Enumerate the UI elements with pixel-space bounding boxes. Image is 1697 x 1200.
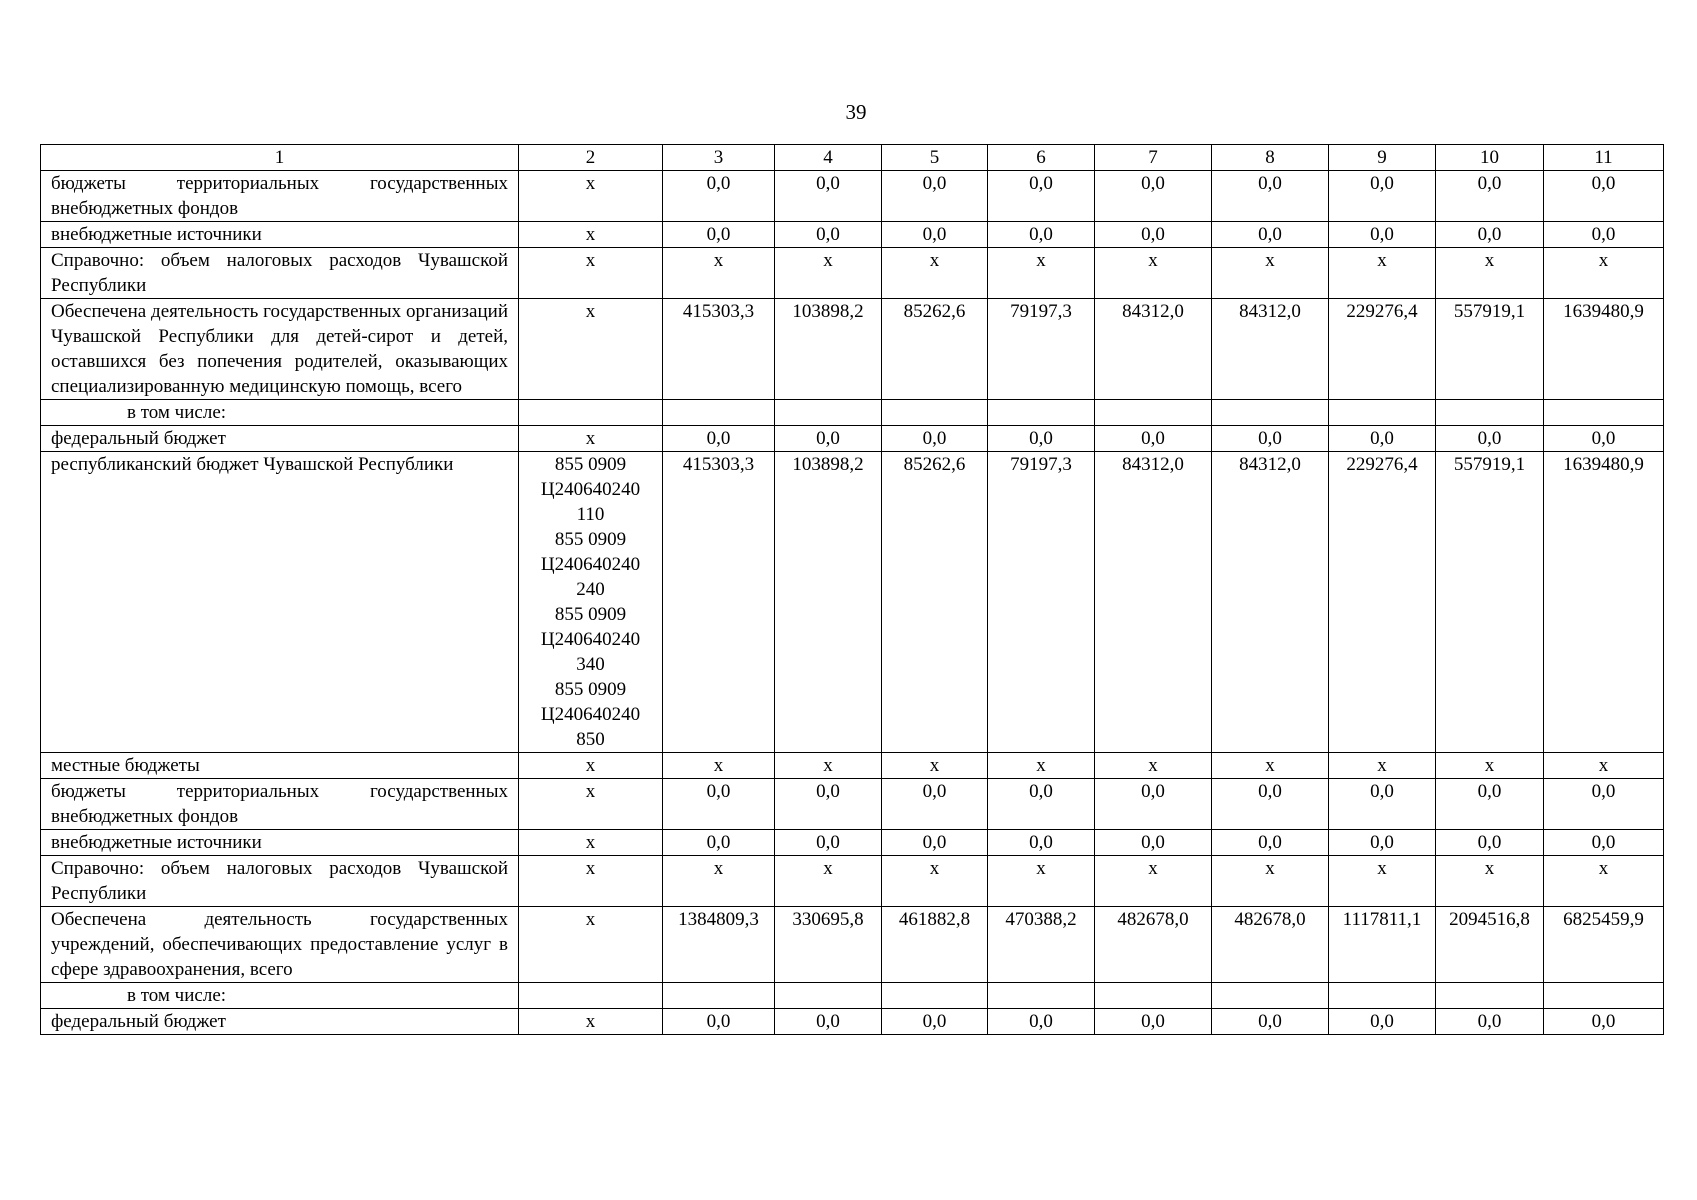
value-cell: 0,0 — [1329, 779, 1436, 830]
value-cell: x — [1436, 248, 1544, 299]
value-cell: 470388,2 — [988, 907, 1095, 983]
value-cell: 557919,1 — [1436, 452, 1544, 753]
value-cell: 1117811,1 — [1329, 907, 1436, 983]
row-description: Обеспечена деятельность государственных учреждений, обеспечивающих предоставление услуг в сфере здравоохранения, всего — [41, 907, 519, 983]
budget-code-cell: x — [519, 1009, 663, 1035]
value-cell: 0,0 — [1436, 1009, 1544, 1035]
value-cell: 6825459,9 — [1544, 907, 1664, 983]
value-cell: x — [1095, 248, 1212, 299]
value-cell: 79197,3 — [988, 452, 1095, 753]
value-cell: 229276,4 — [1329, 299, 1436, 400]
budget-code-line: 340 — [576, 654, 605, 675]
value-cell — [1212, 983, 1329, 1009]
value-cell: 415303,3 — [663, 452, 775, 753]
value-cell: 103898,2 — [775, 452, 882, 753]
budget-table — [40, 144, 1664, 1035]
value-cell: 461882,8 — [882, 907, 988, 983]
value-cell: 1639480,9 — [1544, 452, 1664, 753]
budget-code-cell — [519, 452, 663, 753]
value-cell — [1329, 400, 1436, 426]
value-cell: 103898,2 — [775, 299, 882, 400]
value-cell — [1095, 983, 1212, 1009]
value-cell: x — [775, 753, 882, 779]
value-cell: x — [1095, 753, 1212, 779]
value-cell: 0,0 — [663, 426, 775, 452]
value-cell: x — [1212, 856, 1329, 907]
column-number: 10 — [1436, 145, 1544, 171]
table-row — [41, 452, 1664, 753]
value-cell — [988, 983, 1095, 1009]
value-cell: x — [1436, 753, 1544, 779]
value-cell: 0,0 — [1544, 1009, 1664, 1035]
value-cell: 0,0 — [663, 779, 775, 830]
value-cell: 0,0 — [882, 779, 988, 830]
column-number: 8 — [1212, 145, 1329, 171]
value-cell — [775, 400, 882, 426]
value-cell: 0,0 — [1212, 222, 1329, 248]
value-cell: 85262,6 — [882, 452, 988, 753]
value-cell — [988, 400, 1095, 426]
page-number: 39 — [845, 100, 867, 124]
value-cell — [1436, 400, 1544, 426]
value-cell: 0,0 — [1095, 222, 1212, 248]
value-cell: 0,0 — [1436, 171, 1544, 222]
budget-code-cell: x — [519, 222, 663, 248]
value-cell: x — [882, 856, 988, 907]
table-row — [41, 222, 1664, 248]
value-cell: 2094516,8 — [1436, 907, 1544, 983]
value-cell: 84312,0 — [1212, 452, 1329, 753]
row-description: федеральный бюджет — [41, 426, 519, 452]
budget-code-cell — [519, 400, 663, 426]
value-cell: 0,0 — [1436, 779, 1544, 830]
value-cell — [663, 983, 775, 1009]
value-cell: x — [1212, 753, 1329, 779]
table-row — [41, 907, 1664, 983]
row-description: республиканский бюджет Чувашской Республики — [41, 452, 519, 753]
value-cell: 84312,0 — [1095, 452, 1212, 753]
value-cell: x — [988, 753, 1095, 779]
row-description: федеральный бюджет — [41, 1009, 519, 1035]
value-cell: x — [1095, 856, 1212, 907]
budget-code-cell — [519, 983, 663, 1009]
row-description: Справочно: объем налоговых расходов Чувашской Республики — [41, 248, 519, 299]
value-cell: x — [1329, 856, 1436, 907]
value-cell: 0,0 — [882, 1009, 988, 1035]
budget-code-line: Ц240640240 — [540, 479, 641, 500]
value-cell: 0,0 — [663, 222, 775, 248]
budget-code-line: 240 — [576, 579, 605, 600]
value-cell: 0,0 — [988, 222, 1095, 248]
value-cell: x — [775, 248, 882, 299]
value-cell: 0,0 — [775, 426, 882, 452]
value-cell: x — [882, 248, 988, 299]
table-row — [41, 779, 1664, 830]
value-cell: x — [1212, 248, 1329, 299]
value-cell — [1436, 983, 1544, 1009]
value-cell: 0,0 — [1095, 1009, 1212, 1035]
row-description: в том числе: — [41, 400, 519, 426]
budget-code-line: 855 0909 — [554, 604, 627, 625]
budget-code-line: 855 0909 — [554, 529, 627, 550]
column-number: 1 — [41, 145, 519, 171]
value-cell: 0,0 — [1095, 830, 1212, 856]
value-cell: 557919,1 — [1436, 299, 1544, 400]
value-cell: 0,0 — [775, 830, 882, 856]
value-cell: 0,0 — [1544, 426, 1664, 452]
value-cell: 0,0 — [1329, 222, 1436, 248]
value-cell: 79197,3 — [988, 299, 1095, 400]
value-cell: 1384809,3 — [663, 907, 775, 983]
value-cell: 0,0 — [882, 426, 988, 452]
value-cell: 0,0 — [1212, 830, 1329, 856]
column-number: 6 — [988, 145, 1095, 171]
budget-code-line: Ц240640240 — [540, 629, 641, 650]
table-row — [41, 753, 1664, 779]
row-description: бюджеты территориальных государственных внебюджетных фондов — [41, 779, 519, 830]
row-description: внебюджетные источники — [41, 830, 519, 856]
value-cell: 0,0 — [988, 830, 1095, 856]
value-cell: 0,0 — [1544, 779, 1664, 830]
value-cell: 0,0 — [882, 171, 988, 222]
budget-code-cell: x — [519, 753, 663, 779]
budget-code-cell: x — [519, 856, 663, 907]
value-cell — [775, 983, 882, 1009]
value-cell: 0,0 — [1436, 830, 1544, 856]
value-cell: x — [1329, 753, 1436, 779]
value-cell — [1544, 400, 1664, 426]
table-row — [41, 248, 1664, 299]
value-cell: 0,0 — [988, 171, 1095, 222]
budget-code-line: 850 — [576, 729, 605, 750]
value-cell: x — [775, 856, 882, 907]
value-cell: 415303,3 — [663, 299, 775, 400]
value-cell: 0,0 — [775, 222, 882, 248]
budget-code-cell: x — [519, 779, 663, 830]
value-cell: 0,0 — [1095, 426, 1212, 452]
column-number: 11 — [1544, 145, 1664, 171]
value-cell — [1212, 400, 1329, 426]
value-cell: 0,0 — [775, 1009, 882, 1035]
table-row — [41, 830, 1664, 856]
value-cell: 0,0 — [1329, 426, 1436, 452]
value-cell: 0,0 — [1095, 171, 1212, 222]
row-description: Обеспечена деятельность государственных организаций Чувашской Республики для детей-сирот и детей, оставшихся без попечения родителей, оказывающих специализированную медицинскую помощь, всего — [41, 299, 519, 400]
value-cell: x — [1436, 856, 1544, 907]
value-cell: 0,0 — [1212, 779, 1329, 830]
value-cell — [1544, 983, 1664, 1009]
value-cell — [1095, 400, 1212, 426]
value-cell: 0,0 — [663, 830, 775, 856]
value-cell: 0,0 — [1329, 1009, 1436, 1035]
column-number: 9 — [1329, 145, 1436, 171]
budget-code-line: Ц240640240 — [540, 704, 641, 725]
value-cell: 0,0 — [1544, 830, 1664, 856]
budget-code-line: 855 0909 — [554, 679, 627, 700]
table-header-row — [41, 145, 1664, 171]
value-cell: x — [882, 753, 988, 779]
column-number: 5 — [882, 145, 988, 171]
table-row — [41, 400, 1664, 426]
budget-code-cell: x — [519, 907, 663, 983]
value-cell: 0,0 — [775, 779, 882, 830]
value-cell: 0,0 — [988, 426, 1095, 452]
table-row — [41, 983, 1664, 1009]
value-cell: 84312,0 — [1095, 299, 1212, 400]
budget-code-line: Ц240640240 — [540, 554, 641, 575]
budget-code-cell: x — [519, 171, 663, 222]
row-description: местные бюджеты — [41, 753, 519, 779]
value-cell: 0,0 — [1436, 426, 1544, 452]
value-cell: 0,0 — [988, 779, 1095, 830]
value-cell: x — [1544, 856, 1664, 907]
column-number: 7 — [1095, 145, 1212, 171]
value-cell: 482678,0 — [1095, 907, 1212, 983]
budget-code-cell: x — [519, 248, 663, 299]
value-cell: 1639480,9 — [1544, 299, 1664, 400]
value-cell: 0,0 — [1212, 171, 1329, 222]
column-number: 4 — [775, 145, 882, 171]
value-cell: 0,0 — [1095, 779, 1212, 830]
table-row — [41, 299, 1664, 400]
budget-code-cell: x — [519, 830, 663, 856]
table-body — [41, 145, 1664, 1035]
budget-code-line: 855 0909 — [554, 454, 627, 475]
value-cell: 0,0 — [882, 222, 988, 248]
table-row — [41, 426, 1664, 452]
value-cell: 85262,6 — [882, 299, 988, 400]
value-cell: x — [1544, 753, 1664, 779]
value-cell: x — [1544, 248, 1664, 299]
value-cell: x — [988, 248, 1095, 299]
value-cell: 0,0 — [882, 830, 988, 856]
budget-code-cell: x — [519, 299, 663, 400]
value-cell: 0,0 — [1436, 222, 1544, 248]
column-number: 2 — [519, 145, 663, 171]
value-cell: 330695,8 — [775, 907, 882, 983]
value-cell: x — [1329, 248, 1436, 299]
value-cell: 0,0 — [1329, 830, 1436, 856]
value-cell: x — [988, 856, 1095, 907]
value-cell — [882, 983, 988, 1009]
row-description: внебюджетные источники — [41, 222, 519, 248]
value-cell: 0,0 — [1212, 1009, 1329, 1035]
table-row — [41, 171, 1664, 222]
value-cell: 0,0 — [988, 1009, 1095, 1035]
value-cell: x — [663, 248, 775, 299]
value-cell — [1329, 983, 1436, 1009]
budget-code-cell: x — [519, 426, 663, 452]
row-description: бюджеты территориальных государственных внебюджетных фондов — [41, 171, 519, 222]
value-cell: 84312,0 — [1212, 299, 1329, 400]
row-description: в том числе: — [41, 983, 519, 1009]
table-row — [41, 1009, 1664, 1035]
table-row — [41, 856, 1664, 907]
value-cell: 0,0 — [663, 171, 775, 222]
value-cell: 0,0 — [663, 1009, 775, 1035]
row-description: Справочно: объем налоговых расходов Чувашской Республики — [41, 856, 519, 907]
column-number: 3 — [663, 145, 775, 171]
value-cell: 0,0 — [1329, 171, 1436, 222]
value-cell — [882, 400, 988, 426]
value-cell: x — [663, 856, 775, 907]
value-cell: x — [663, 753, 775, 779]
value-cell: 0,0 — [1544, 222, 1664, 248]
budget-code-line: 110 — [576, 504, 605, 525]
value-cell: 482678,0 — [1212, 907, 1329, 983]
value-cell: 0,0 — [1544, 171, 1664, 222]
value-cell: 0,0 — [775, 171, 882, 222]
value-cell: 229276,4 — [1329, 452, 1436, 753]
value-cell — [663, 400, 775, 426]
value-cell: 0,0 — [1212, 426, 1329, 452]
